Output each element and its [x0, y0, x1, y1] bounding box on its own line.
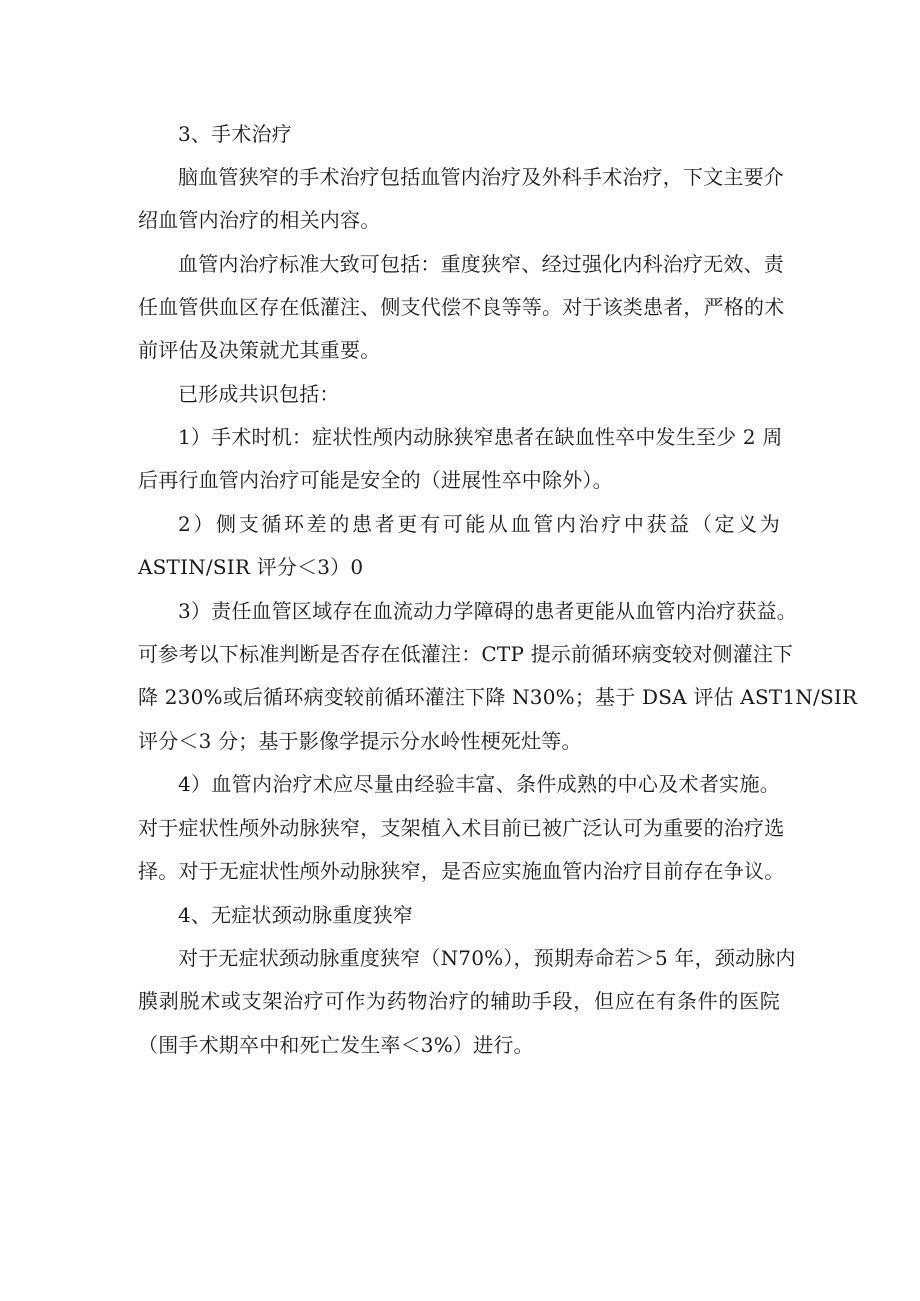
paragraph-line: 已形成共识包括：: [178, 382, 340, 406]
list-item-line: 1）手术时机：症状性颅内动脉狭窄患者在缺血性卒中发生至少 2 周: [178, 425, 783, 449]
paragraph-line: 任血管供血区存在低灌注、侧支代偿不良等等。对于该类患者，严格的术: [138, 295, 785, 319]
paragraph-line: （围手术期卒中和死亡发生率＜3%）进行。: [138, 1033, 534, 1057]
list-item-line: ASTIN/SIR 评分＜3）0: [138, 555, 364, 579]
list-item-line: 择。对于无症状性颅外动脉狭窄，是否应实施血管内治疗目前存在争议。: [138, 859, 785, 883]
paragraph-line: 对于无症状颈动脉重度狭窄（N70%），预期寿命若＞5 年，颈动脉内: [178, 946, 796, 970]
paragraph-line: 膜剥脱术或支架治疗可作为药物治疗的辅助手段，但应在有条件的医院: [138, 989, 780, 1013]
list-item-line: 对于症状性颅外动脉狭窄，支架植入术目前已被广泛认可为重要的治疗选: [138, 816, 785, 840]
list-item-line: 后再行血管内治疗可能是安全的（进展性卒中除外）。: [138, 468, 613, 492]
list-item-line: 可参考以下标准判断是否存在低灌注：CTP 提示前循环病变较对侧灌注下: [138, 642, 794, 666]
section-4-heading: 4、无症状颈动脉重度狭窄: [178, 903, 414, 927]
paragraph-line: 脑血管狭窄的手术治疗包括血管内治疗及外科手术治疗，下文主要介: [178, 165, 784, 189]
list-item-line: 4）血管内治疗术应尽量由经验丰富、条件成熟的中心及术者实施。: [178, 772, 780, 796]
list-item-line: 2）侧支循环差的患者更有可能从血管内治疗中获益（定义为: [178, 512, 780, 536]
list-item-line: 3）责任血管区域存在血流动力学障碍的患者更能从血管内治疗获益。: [178, 599, 797, 623]
section-3-heading: 3、手术治疗: [178, 122, 292, 146]
list-item-line: 降 230%或后循环病变较前循环灌注下降 N30%；基于 DSA 评估 AST1N/SIR: [138, 685, 858, 709]
list-item-line: 评分＜3 分；基于影像学提示分水岭性梗死灶等。: [138, 729, 582, 753]
paragraph-line: 绍血管内治疗的相关内容。: [138, 208, 381, 232]
paragraph-line: 前评估及决策就尤其重要。: [138, 338, 381, 362]
paragraph-line: 血管内治疗标准大致可包括：重度狭窄、经过强化内科治疗无效、责: [178, 252, 784, 276]
